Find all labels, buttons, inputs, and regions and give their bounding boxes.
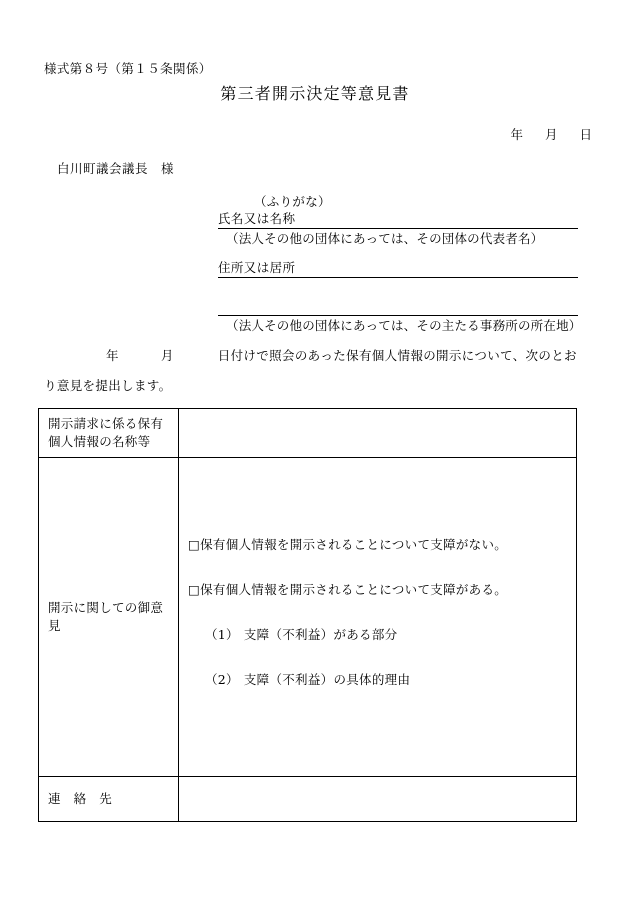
address-note: （法人その他の団体にあっては、その主たる事務所の所在地） [226,318,582,333]
addressee [57,159,174,177]
intro-paragraph [44,341,578,401]
subitem-text: 支障（不利益）がある部分 [243,627,398,642]
row-label-subject [39,409,179,458]
address-field[interactable]: 住所又は居所 [218,259,578,278]
opinion-label: 開示に関しての御意見 [48,600,164,633]
subitem-number: （1） [205,627,239,642]
page-title: 第三者開示決定等意見書 [220,84,410,103]
row-label-opinion [39,458,179,777]
subitem-number: （2） [205,672,239,687]
contact-value-field[interactable] [179,777,577,822]
contact-label: 連 絡 先 [48,791,113,806]
subject-label: 開示請求に係る保有個人情報の名称等 [48,416,164,449]
table-row [39,409,577,458]
table-row [39,777,577,822]
month-label: 月 [544,127,558,142]
opinion-form-table [38,408,577,822]
opinion-value-cell [179,458,577,777]
subitem-specific-reason[interactable] [179,671,576,689]
subitem-affected-part[interactable] [179,626,576,644]
day-label: 日 [579,127,592,142]
name-note: （法人その他の団体にあっては、その団体の代表者名） [226,231,544,246]
intro-month-label: 月 [160,348,174,363]
name-field[interactable]: 氏名又は名称 [218,210,578,229]
table-row [39,458,577,777]
subject-value-field[interactable] [179,409,577,458]
addressee-honorific: 様 [161,161,175,176]
checkbox-option-no-objection[interactable]: □保有個人情報を開示されることについて支障がない。 [188,537,508,552]
intro-year-label: 年 [106,348,119,363]
applicant-block [218,193,582,335]
address-field-line2[interactable] [218,297,578,316]
form-number: 様式第８号（第１５条関係） [44,61,212,76]
checkbox-option-has-objection[interactable]: □保有個人情報を開示されることについて支障がある。 [188,582,508,597]
year-label: 年 [510,127,523,142]
furigana-label: （ふりがな） [254,194,331,209]
date-line-header [510,125,592,143]
opinion-options-group [179,458,576,776]
addressee-name: 白川町議会議長 [57,161,149,176]
intro-text: 日付けで照会のあった保有個人情報の開示について、次のとおり意見を提出します。 [44,348,577,393]
row-label-contact [39,777,179,822]
subitem-text: 支障（不利益）の具体的理由 [243,672,411,687]
